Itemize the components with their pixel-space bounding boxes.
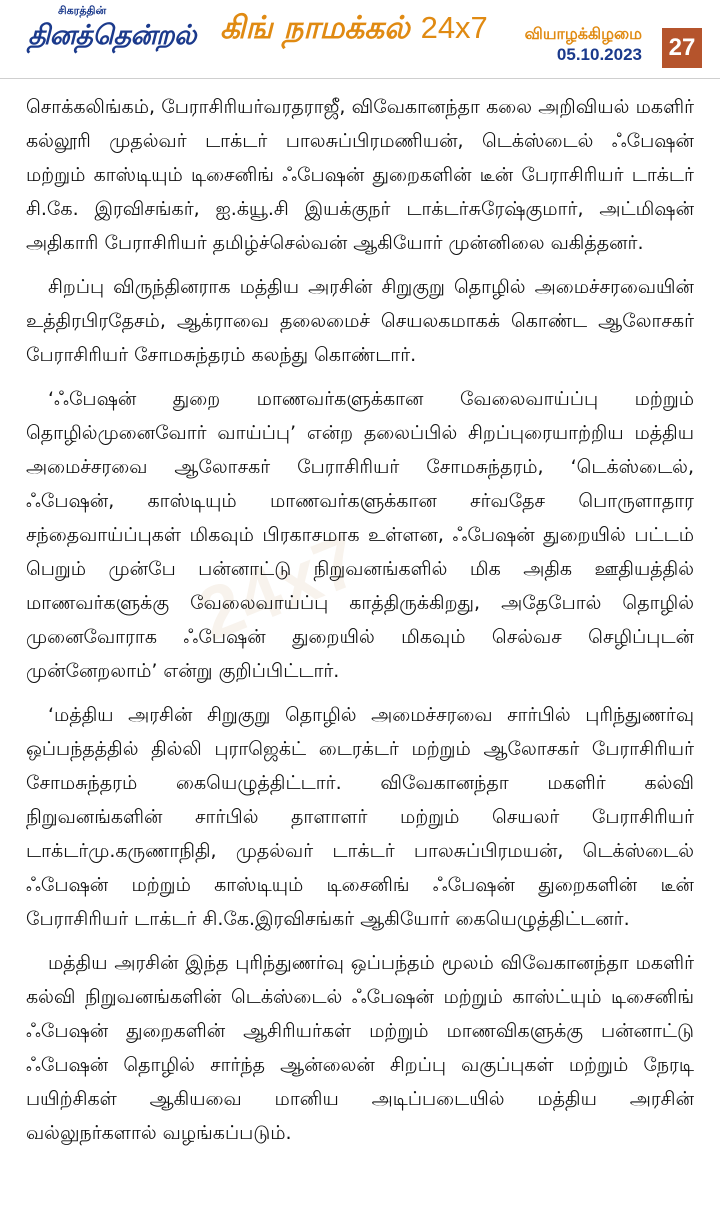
paragraph: மத்திய அரசின் இந்த புரிந்துணர்வு ஒப்பந்தம் மூலம் விவேகானந்தா மகளிர் கல்வி நிறுவனங்களின் டெக்ஸ்டைல் ஃபேஷன் மற்றும் காஸ்ட்யும் டிசைனிங் ஃபேஷன் துறைகளின் ஆசிரியர்கள் மற்றும் மாணவிகளுக்கு பன்னாட்டு ஃபேஷன் தொழில் சார்ந்த ஆன்லைன் சிறப்பு வகுப்புகள் மற்றும் நேரடி பயிற்சிகள் ஆகியவை மானிய அடிப்படையில் மத்திய அரசின் வல்லுநர்களால் வழங்கப்படும். <box>26 952 694 1144</box>
page-number: 27 <box>662 28 702 68</box>
date-block <box>525 24 642 66</box>
paragraph: ‘மத்திய அரசின் சிறுகுறு தொழில் அமைச்சரவை சார்பில் புரிந்துணர்வு ஒப்பந்தத்தில் தில்லி புராஜெக்ட் டைரக்டர் மற்றும் ஆலோசகர் பேராசிரியர் சோமசுந்தரம் கையெழுத்திட்டார். விவேகானந்தா மகளிர் கல்வி நிறுவனங்களின் சார்பில் தாளாளர் மற்றும் செயலர் பேராசிரியர் டாக்டர்மு.கருணாநிதி, முதல்வர் டாக்டர் பாலசுப்பிரமயன், டெக்ஸ்டைல் ஃபேஷன் மற்றும் காஸ்டியும் டிசைனிங் ஃபேஷன் துறைகளின் டீன் பேராசிரியர் டாக்டர் சி.கே.இரவிசங்கர் ஆகியோர் கையெழுத்திட்டனர். <box>26 704 694 930</box>
issue-date: 05.10.2023 <box>556 45 642 64</box>
page-header <box>0 0 720 79</box>
edition-title <box>220 10 488 50</box>
logo-title: தினத்தென்றல் <box>28 20 196 51</box>
article-body <box>26 90 694 1160</box>
edition-suffix: 24x7 <box>420 10 488 45</box>
edition-name: கிங் நாமக்கல் <box>220 10 410 46</box>
paragraph: ‘ஃபேஷன் துறை மாணவர்களுக்கான வேலைவாய்ப்பு மற்றும் தொழில்முனைவோர் வாய்ப்பு’ என்ற தலைப்பில் சிறப்புரையாற்றிய மத்திய அமைச்சரவை ஆலோசகர் பேராசிரியர் சோமசுந்தரம், ‘டெக்ஸ்டைல், ஃபேஷன், காஸ்டியும் மாணவர்களுக்கான சர்வதேச பொருளாதார சந்தைவாய்ப்புகள் மிகவும் பிரகாசமாக உள்ளன, ஃபேஷன் துறையில் பட்டம் பெறும் முன்பே பன்னாட்டு நிறுவனங்களில் மிக அதிக ஊதியத்தில் மாணவர்களுக்கு வேலைவாய்ப்பு காத்திருக்கிறது, அதேபோல் தொழில் முனைவோராக ஃபேஷன் துறையில் மிகவும் செல்வச செழிப்புடன் முன்னேறலாம்’ என்று குறிப்பிட்டார். <box>26 388 694 682</box>
paragraph: சொக்கலிங்கம், பேராசிரியர்வரதராஜீ, விவேகானந்தா கலை அறிவியல் மகளிர் கல்லூரி முதல்வர் டாக்டர் பாலசுப்பிரமணியன், டெக்ஸ்டைல் ஃபேஷன் மற்றும் காஸ்டியும் டிசைனிங் ஃபேஷன் துறைகளின் டீன் பேராசிரியர் டாக்டர் சி.கே. இரவிசங்கர், ஐ.க்யூ.சி இயக்குநர் டாக்டர்சுரேஷ்குமார், அட்மிஷன் அதிகாரி பேராசிரியர் தமிழ்ச்செல்வன் ஆகியோர் முன்னிலை வகித்தனர். <box>26 96 694 254</box>
weekday: வியாழக்கிழமை <box>524 24 642 43</box>
newspaper-logo <box>28 4 208 70</box>
watermark: 24x7 <box>186 517 371 657</box>
logo-tagline: சிகரத்தின் <box>58 4 107 17</box>
paragraph: சிறப்பு விருந்தினராக மத்திய அரசின் சிறுகுறு தொழில் அமைச்சரவையின் உத்திரபிரதேசம், ஆக்ராவை தலைமைச் செயலகமாகக் கொண்ட ஆலோசகர் பேராசிரியர் சோமசுந்தரம் கலந்து கொண்டார். <box>26 276 694 366</box>
